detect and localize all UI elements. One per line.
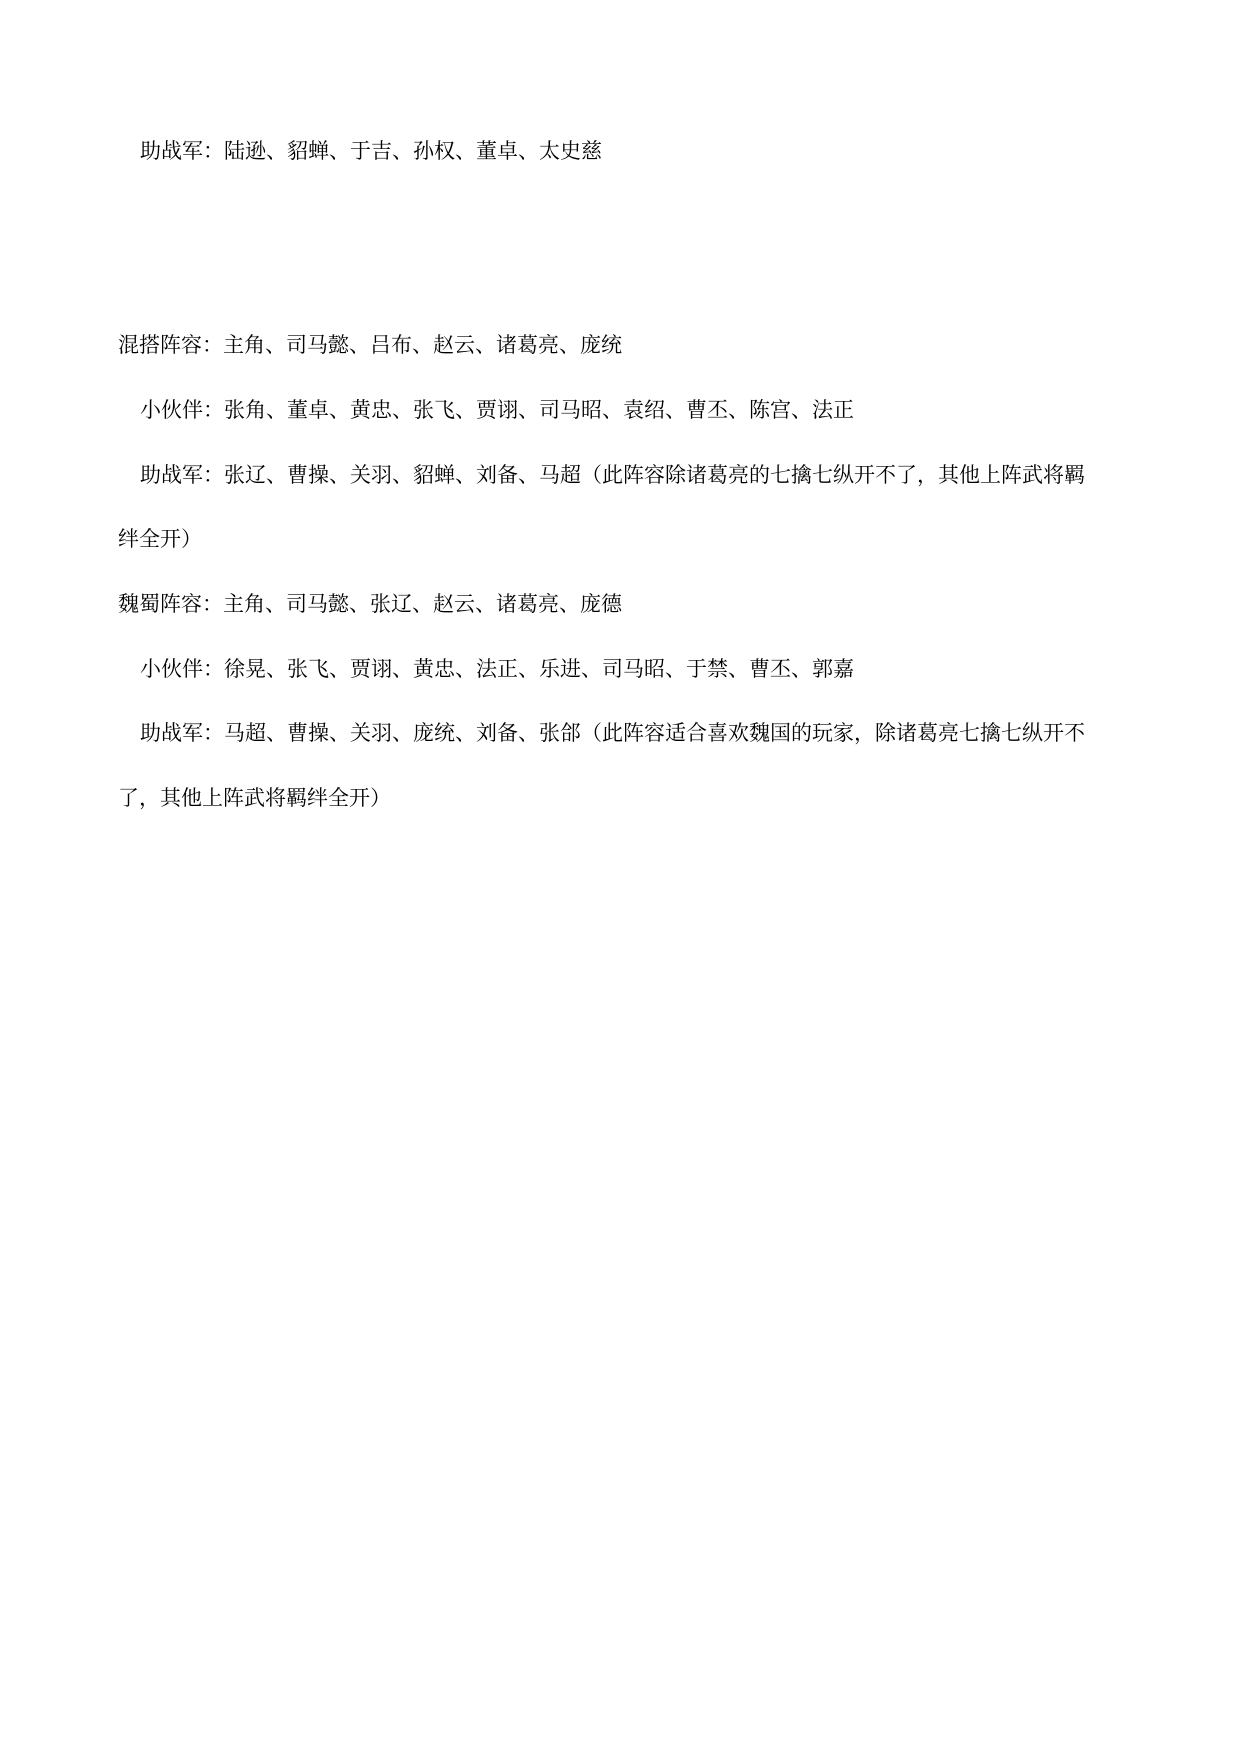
helper-army-line-2: 助战军：张辽、曹操、关羽、貂蝉、刘备、马超（此阵容除诸葛亮的七擒七纵开不了，其他上阵武将羁: [140, 463, 1085, 487]
partners-line-2: 小伙伴：徐晃、张飞、贾诩、黄忠、法正、乐进、司马昭、于禁、曹丕、郭嘉: [140, 657, 854, 681]
mixed-lineup-heading: 混搭阵容：主角、司马懿、吕布、赵云、诸葛亮、庞统: [118, 333, 622, 357]
helper-army-line-3: 助战军：马超、曹操、关羽、庞统、刘备、张郃（此阵容适合喜欢魏国的玩家，除诸葛亮七擒七纵开不: [140, 721, 1085, 745]
helper-army-line-1: 助战军：陆逊、貂蝉、于吉、孙权、董卓、太史慈: [140, 139, 602, 163]
wei-shu-lineup-heading: 魏蜀阵容：主角、司马懿、张辽、赵云、诸葛亮、庞德: [118, 592, 622, 616]
partners-line-1: 小伙伴：张角、董卓、黄忠、张飞、贾诩、司马昭、袁绍、曹丕、陈宫、法正: [140, 398, 854, 422]
helper-army-line-3-cont: 了，其他上阵武将羁绊全开）: [118, 786, 391, 810]
helper-army-line-2-cont: 绊全开）: [118, 527, 202, 551]
